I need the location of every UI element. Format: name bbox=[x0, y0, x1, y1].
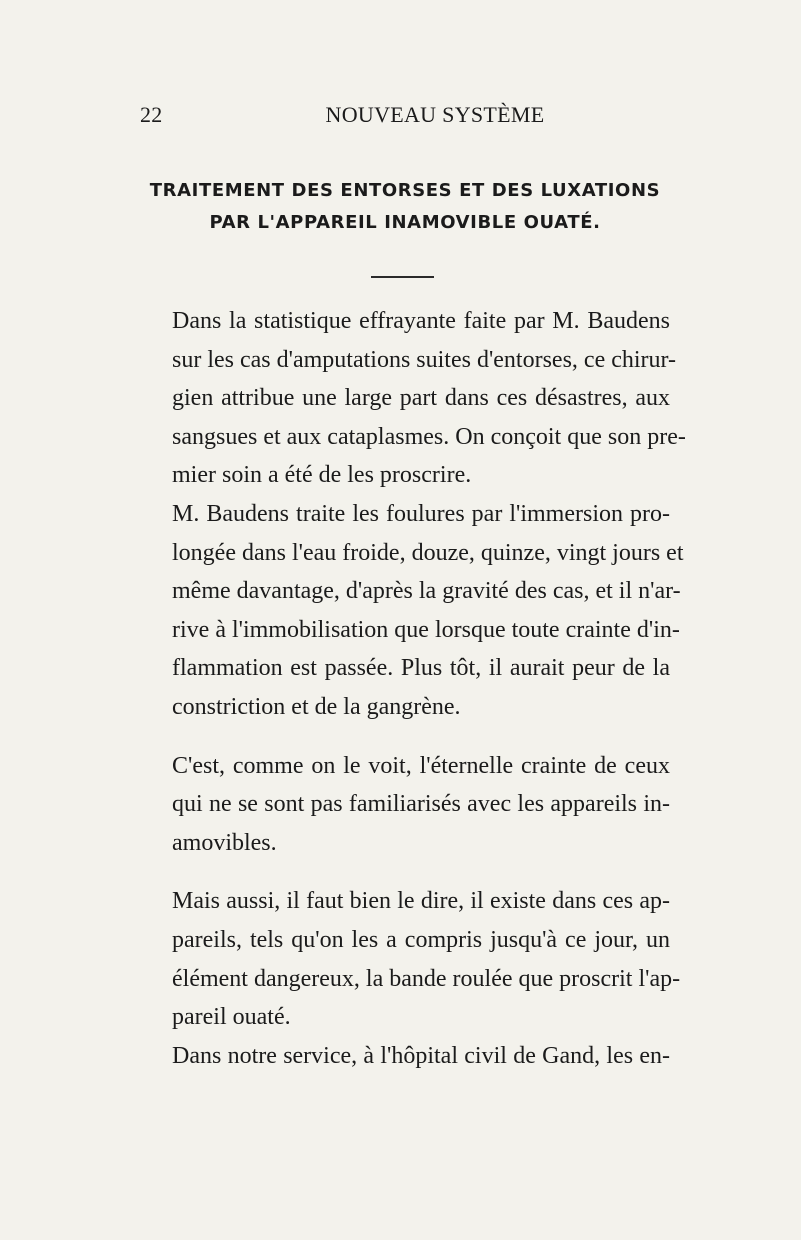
running-head bbox=[140, 100, 710, 134]
text-line: gien attribue une large part dans ces désastres, aux bbox=[172, 385, 670, 412]
text-line: Dans la statistique effrayante faite par M. Baudens bbox=[172, 308, 670, 334]
text-line: qui ne se sont pas familiarisés avec les appareils in- bbox=[172, 791, 670, 818]
text-line: pareil ouaté. bbox=[172, 1004, 291, 1031]
text-line: élément dangereux, la bande roulée que proscrit l'ap- bbox=[172, 965, 681, 992]
text-line: Dans notre service, à l'hôpital civil de Gand, les en- bbox=[172, 1042, 670, 1069]
text-line: M. Baudens traite les foulures par l'immersion pro- bbox=[172, 500, 670, 527]
text-line: sur les cas d'amputations suites d'entorses, ce chirur- bbox=[172, 346, 677, 373]
text-line: sangsues et aux cataplasmes. On conçoit que son pre- bbox=[172, 423, 686, 450]
section-title-line-1: TRAITEMENT DES ENTORSES ET DES LUXATIONS bbox=[149, 180, 661, 201]
text-line: constriction et de la gangrène. bbox=[172, 693, 461, 720]
text-line: Mais aussi, il faut bien le dire, il existe dans ces ap- bbox=[172, 888, 670, 915]
paragraph-2 bbox=[140, 495, 684, 727]
running-title: NOUVEAU SYSTÈME bbox=[325, 102, 545, 127]
paragraph-5 bbox=[140, 1037, 670, 1076]
text-line: amovibles. bbox=[172, 829, 277, 856]
paragraph-4 bbox=[140, 882, 681, 1036]
text-line: pareils, tels qu'on les a compris jusqu'à ce jour, un bbox=[172, 926, 670, 953]
section-title bbox=[140, 175, 670, 239]
text-line: mier soin a été de les proscrire. bbox=[172, 462, 472, 489]
text-line: même davantage, d'après la gravité des cas, et il n'ar- bbox=[172, 578, 681, 605]
text-line: flammation est passée. Plus tôt, il aurait peur de la bbox=[172, 655, 670, 682]
paragraph-3 bbox=[140, 747, 670, 863]
section-title-line-2: PAR L'APPAREIL INAMOVIBLE OUATÉ. bbox=[209, 212, 601, 233]
text-line: longée dans l'eau froide, douze, quinze, vingt jours et bbox=[172, 539, 684, 566]
page-number: 22 bbox=[140, 102, 163, 127]
title-rule bbox=[371, 276, 434, 278]
paragraph-1 bbox=[140, 302, 686, 495]
text-line: C'est, comme on le voit, l'éternelle crainte de ceux bbox=[172, 752, 670, 779]
text-line: rive à l'immobilisation que lorsque toute crainte d'in- bbox=[172, 616, 680, 643]
body-text bbox=[140, 302, 686, 1075]
